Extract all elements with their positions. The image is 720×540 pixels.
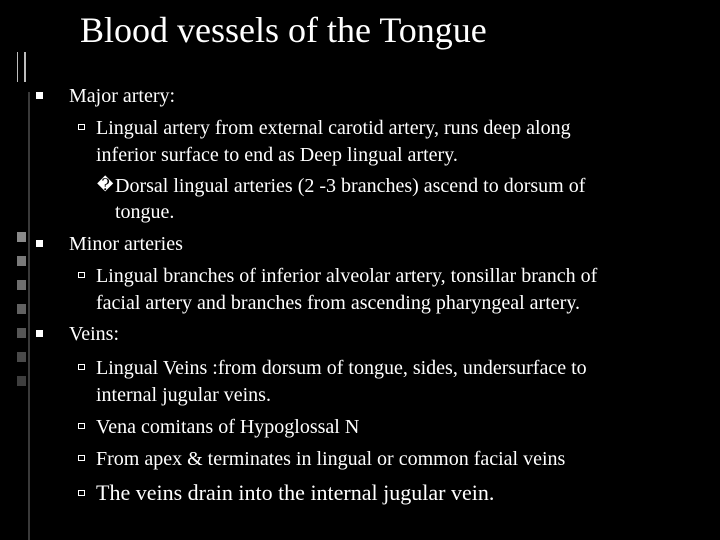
bullet-glyph-icon: � (97, 177, 114, 194)
bullet-text-level2: From apex & terminates in lingual or common facial veins (96, 448, 566, 470)
bullet-hollow-square-icon (78, 490, 85, 496)
bullet-text-level3: Dorsal lingual arteries (2 -3 branches) ascend to dorsum of (115, 175, 586, 197)
bullet-square-icon (36, 330, 43, 337)
bullet-hollow-square-icon (78, 423, 85, 429)
bullet-text-level2: Vena comitans of Hypoglossal N (96, 416, 360, 438)
bullet-text-level2: inferior surface to end as Deep lingual artery. (96, 144, 458, 166)
bullet-square-icon (36, 92, 43, 99)
slide-title: Blood vessels of the Tongue (80, 10, 487, 50)
bullet-text-level2: Lingual artery from external carotid artery, runs deep along (96, 117, 571, 139)
bullet-text-level2: The veins drain into the internal jugular vein. (96, 480, 495, 505)
bullet-text-level1: Major artery: (69, 85, 176, 107)
bullet-text-level3: tongue. (115, 201, 175, 223)
bullet-text-level2: internal jugular veins. (96, 384, 271, 406)
bullet-text-level1: Veins: (69, 323, 119, 345)
bullet-hollow-square-icon (78, 124, 85, 130)
bullet-text-level2: Lingual Veins :from dorsum of tongue, sides, undersurface to (96, 357, 587, 379)
bullet-text-level1: Minor arteries (69, 233, 183, 255)
bullet-hollow-square-icon (78, 455, 85, 461)
bullet-text-level2: facial artery and branches from ascending pharyngeal artery. (96, 292, 581, 314)
bullet-text-level2: Lingual branches of inferior alveolar artery, tonsillar branch of (96, 265, 598, 287)
bullet-hollow-square-icon (78, 272, 85, 278)
bullet-square-icon (36, 240, 43, 247)
bullet-hollow-square-icon (78, 364, 85, 370)
